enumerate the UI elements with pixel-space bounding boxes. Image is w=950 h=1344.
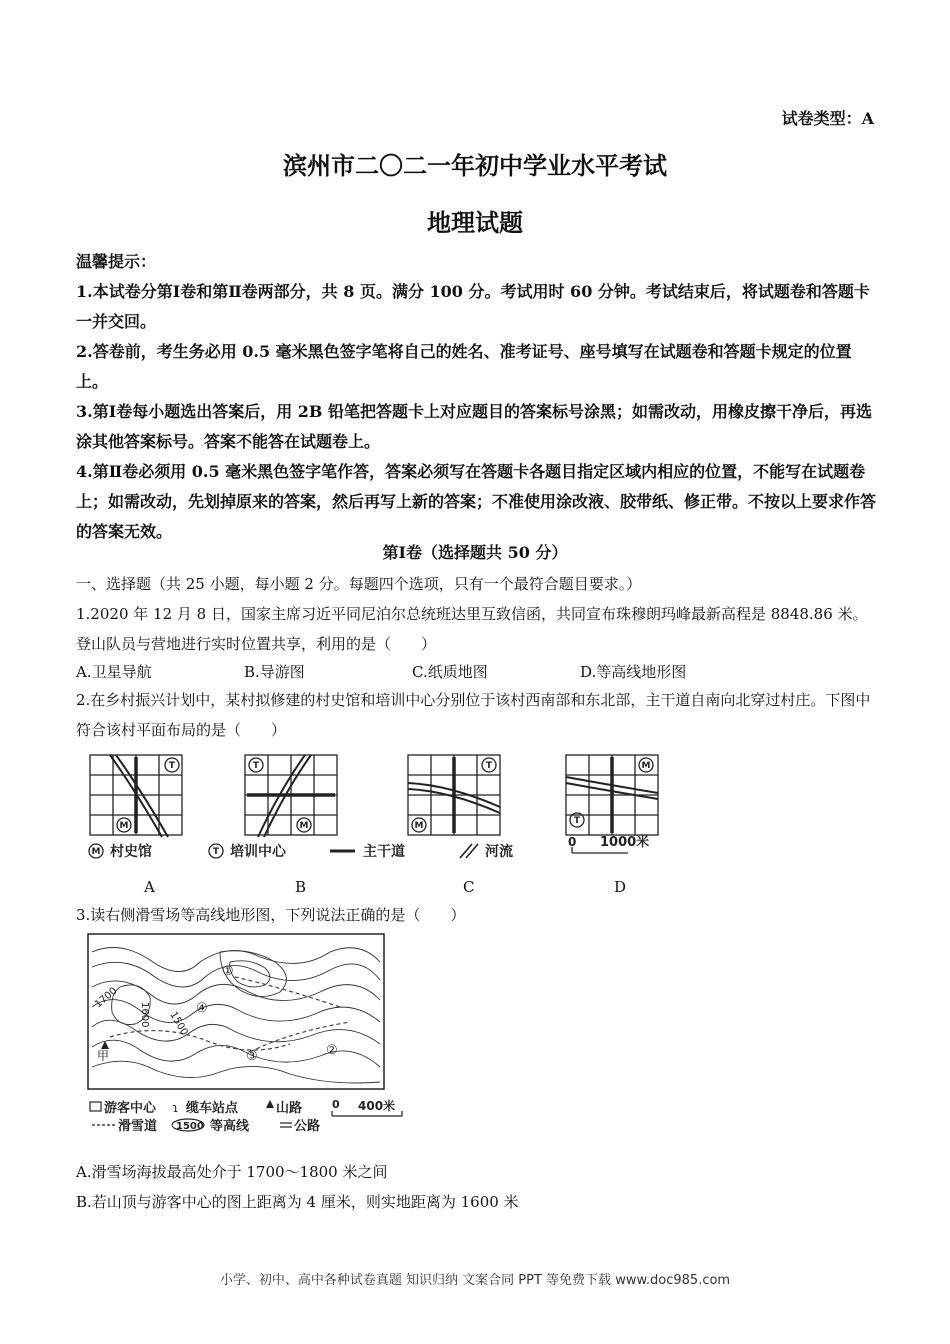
layout-label-a: A xyxy=(144,878,155,896)
point-1: ① xyxy=(222,964,234,979)
legend-road: 主干道 xyxy=(363,844,405,860)
instruction-item: 1.本试卷分第Ⅰ卷和第Ⅱ卷两部分，共 8 页。满分 100 分。考试用时 60 分钟。考试结束后，将试题卷和答题卡一并交回。 xyxy=(76,282,870,331)
point-3: ③ xyxy=(246,1049,258,1064)
mountain-road-icon xyxy=(266,1100,274,1108)
legend-cable-station: 缆车站点 xyxy=(186,1101,239,1116)
legend-training: 培训中心 xyxy=(230,844,286,860)
t-symbol: T xyxy=(252,761,260,771)
question-3-option-b[interactable]: B.若山顶与游客中心的图上距离为 4 厘米，则实地距离为 1600 米 xyxy=(76,1193,519,1211)
contour-label-1500: 1500 xyxy=(167,1010,190,1038)
contour-label-1600: 1600 xyxy=(139,1002,150,1028)
m-symbol: M xyxy=(91,847,101,857)
map-scale-label: 400米 xyxy=(358,1099,396,1113)
option-d[interactable]: D.等高线地形图 xyxy=(580,663,687,681)
point-2: ② xyxy=(326,1043,338,1058)
layout-label-d: D xyxy=(614,878,627,896)
m-symbol: M xyxy=(414,821,424,831)
t-symbol: T xyxy=(573,816,581,826)
legend-highway: 公路 xyxy=(294,1119,321,1134)
m-symbol: M xyxy=(119,821,129,831)
exam-title: 滨州市二〇二一年初中学业水平考试 xyxy=(283,151,667,180)
page-footer: 小学、初中、高中各种试卷真题 知识归纳 文案合同 PPT 等免费下载 www.doc985.com xyxy=(219,1273,731,1288)
legend-museum: 村史馆 xyxy=(110,844,152,860)
m-symbol: M xyxy=(299,821,309,831)
scale-label: 1000米 xyxy=(600,835,650,850)
ski-resort-contour-map xyxy=(80,932,410,1137)
paper-type: 试卷类型：A xyxy=(781,109,874,128)
m-symbol: M xyxy=(641,761,651,771)
option-b[interactable]: B.导游图 xyxy=(244,663,305,681)
visitor-center-icon xyxy=(90,1102,101,1111)
question-3-option-a[interactable]: A.滑雪场海拔最高处介于 1700～1800 米之间 xyxy=(76,1163,388,1181)
legend-contour-sample: 1500 xyxy=(176,1121,204,1132)
map-scale-zero: 0 xyxy=(332,1098,340,1111)
village-layout-figure xyxy=(80,745,670,865)
layout-label-c: C xyxy=(463,878,475,896)
instructions-heading: 温馨提示： xyxy=(76,252,157,271)
instruction-item: 4.第Ⅱ卷必须用 0.5 毫米黑色签字笔作答，答案必须写在答题卡各题目指定区域内相应的位置，不能写在试题卷上；如需改动，先划掉原来的答案，然后再写上新的答案；不准使用涂改液、胶带纸、修正带。不按以上要求作答的答案无效。 xyxy=(76,462,877,541)
instruction-item: 3.第Ⅰ卷每小题选出答案后，用 2B 铅笔把答题卡上对应题目的答案标号涂黑；如需改动，用橡皮擦干净后，再选涂其他答案标号。答案不能答在试题卷上。 xyxy=(76,402,872,451)
scale-zero: 0 xyxy=(568,835,577,849)
layout-label-b: B xyxy=(295,878,307,896)
legend-contour: 等高线 xyxy=(210,1119,250,1134)
option-c[interactable]: C.纸质地图 xyxy=(412,663,488,681)
question-2-stem: 2.在乡村振兴计划中，某村拟修建的村史馆和培训中心分别位于该村西南部和东北部，主干道自南向北穿过村庄。下图中符合该村平面布局的是（ ） xyxy=(76,691,871,739)
t-symbol: T xyxy=(212,847,220,857)
instruction-item: 2.答卷前，考生务必用 0.5 毫米黑色签字笔将自己的姓名、准考证号、座号填写在试题卷和答题卡规定的位置上。 xyxy=(76,342,852,391)
place-jia: 甲 xyxy=(97,1049,110,1063)
legend-river: 河流 xyxy=(485,844,513,860)
instructions xyxy=(76,247,876,547)
legend-ski-run: 滑雪道 xyxy=(118,1119,158,1134)
contour-label-1700: 1700 xyxy=(92,985,120,1011)
legend-visitor-center: 游客中心 xyxy=(104,1101,157,1116)
section-intro: 一、选择题（共 25 小题，每小题 2 分。每题四个选项，只有一个最符合题目要求。） xyxy=(76,575,642,593)
question-1-stem: 1.2020 年 12 月 8 日，国家主席习近平同尼泊尔总统班达里互致信函，共同宣布珠穆朗玛峰最新高程是 8848.86 米。登山队员与营地进行实时位置共享，利用的是（ ） xyxy=(76,605,868,653)
question-3-stem: 3.读右侧滑雪场等高线地形图，下列说法正确的是（ ） xyxy=(76,906,466,924)
legend-mountain-road: 山路 xyxy=(276,1101,303,1116)
point-4: ④ xyxy=(196,1001,208,1016)
t-symbol: T xyxy=(485,761,493,771)
question-1-options xyxy=(76,656,876,686)
option-a[interactable]: A.卫星导航 xyxy=(76,663,152,681)
t-symbol: T xyxy=(168,761,176,771)
subject-title: 地理试题 xyxy=(427,208,523,237)
section-title: 第Ⅰ卷（选择题共 50 分） xyxy=(382,543,568,562)
cable-station-icon: ɿ xyxy=(172,1101,179,1115)
